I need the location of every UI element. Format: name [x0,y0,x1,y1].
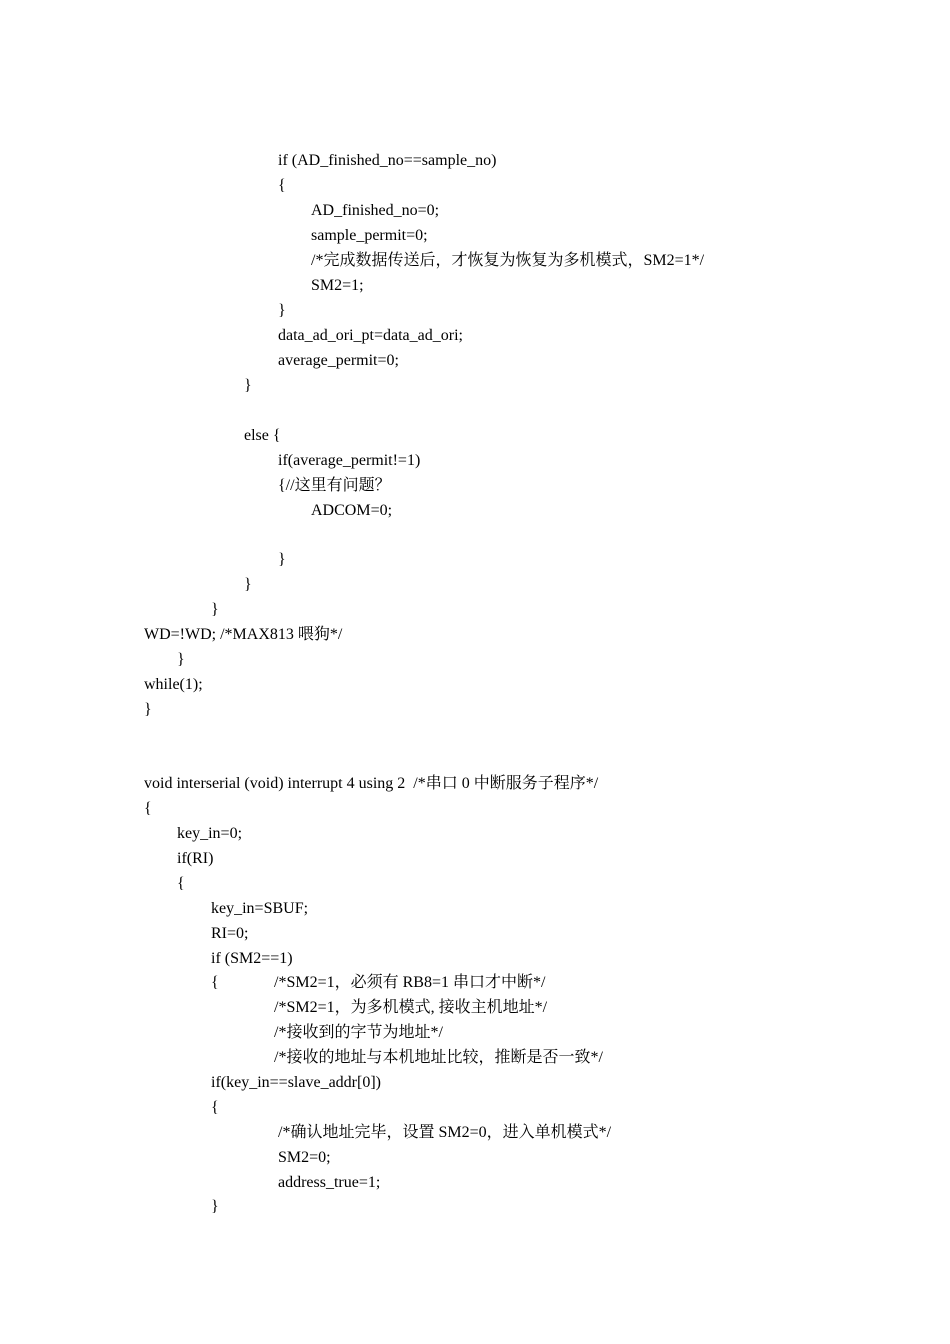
code-line: } [244,377,252,394]
code-line: if(RI) [177,850,214,867]
code-line: key_in=0; [177,825,243,842]
code-comment: /*确认地址完毕，设置 SM2=0，进入单机模式*/ [278,1124,612,1141]
code-comment: {//这里有问题？ [278,477,391,494]
code-line: sample_permit=0; [311,227,428,244]
code-line: while(1); [144,676,203,693]
code-line: { [278,177,286,194]
code-comment: /*接收的地址与本机地址比较，推断是否一致*/ [274,1049,603,1066]
code-comment: /*SM2=1，必须有 RB8=1 串口才中断*/ [274,974,546,991]
code-line: else { [244,427,281,444]
code-comment: /*接收到的字节为地址*/ [274,1024,443,1041]
code-line: data_ad_ori_pt=data_ad_ori; [278,327,463,344]
code-line: } [211,1198,219,1215]
code-line: SM2=1; [311,277,364,294]
code-line: if (SM2==1) [211,950,293,967]
code-line: } [177,651,185,668]
code-line: address_true=1; [278,1174,381,1191]
code-line: { [211,974,219,991]
code-comment: /*SM2=1，为多机模式, 接收主机地址*/ [274,999,548,1016]
code-line: if(key_in==slave_addr[0]) [211,1074,381,1091]
code-line: { [144,800,152,817]
code-line: } [278,302,286,319]
code-line: if(average_permit!=1) [278,452,421,469]
code-line: average_permit=0; [278,352,399,369]
code-line: SM2=0; [278,1149,331,1166]
code-line: } [244,576,252,593]
code-line: AD_finished_no=0; [311,202,440,219]
code-line: WD=!WD; /*MAX813 喂狗*/ [144,626,343,643]
code-line: if (AD_finished_no==sample_no) [278,152,497,169]
code-line: } [144,701,152,718]
code-comment: /*完成数据传送后，才恢复为恢复为多机模式，SM2=1*/ [311,252,705,269]
function-signature: void interserial (void) interrupt 4 using 2 /*串口 0 中断服务子程序*/ [144,775,599,792]
code-line: { [211,1099,219,1116]
code-line: { [177,875,185,892]
code-line: ADCOM=0; [311,502,393,519]
code-line: RI=0; [211,925,249,942]
code-line: key_in=SBUF; [211,900,309,917]
code-line: } [211,601,219,618]
code-line: } [278,551,286,568]
